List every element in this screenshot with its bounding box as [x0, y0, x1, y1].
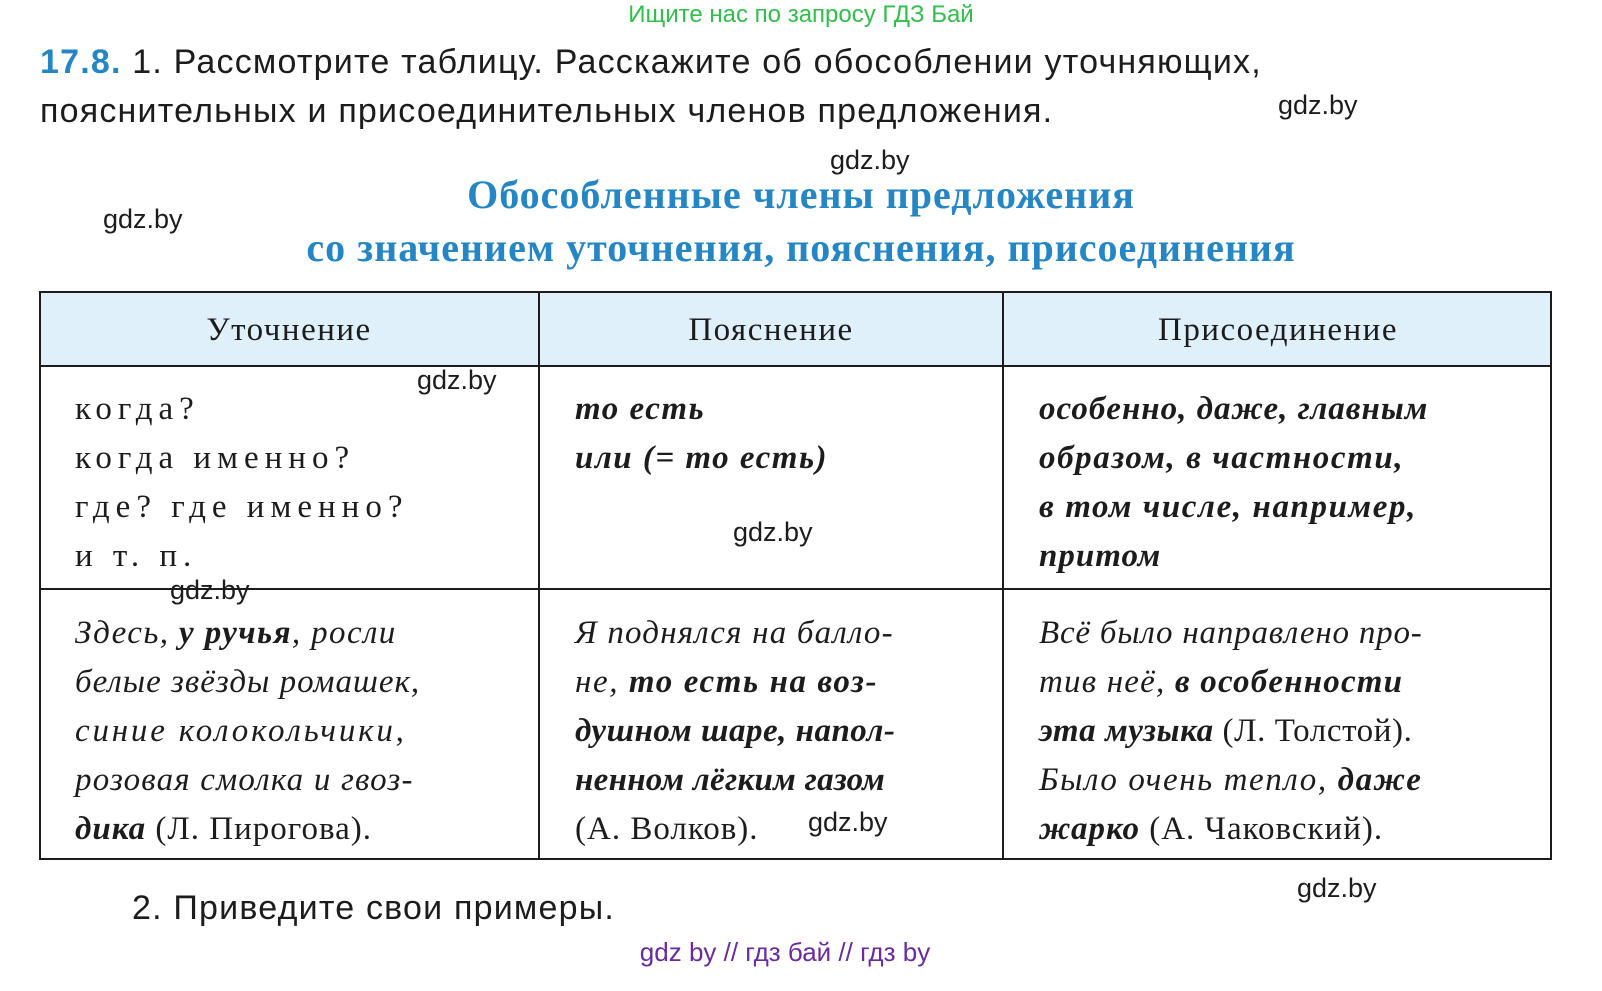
- example-source: (А. Волков).: [575, 811, 759, 847]
- example-highlight: у ручья: [179, 615, 292, 651]
- connector-word: образом, в частности,: [1039, 440, 1405, 476]
- example-text: тив неё,: [1039, 664, 1175, 700]
- example-source: (Л. Пирогова).: [146, 811, 372, 847]
- example-line: [1039, 662, 1403, 702]
- example-highlight: эта музыка: [1039, 713, 1214, 749]
- example-highlight: в особенности: [1174, 664, 1404, 700]
- watermark: gdz.by: [808, 807, 888, 837]
- column-header-clarification: Уточнение: [206, 312, 372, 348]
- task-number: 17.8.: [40, 43, 122, 81]
- example-line: [1039, 760, 1423, 800]
- table-heading-2: со значением уточнения, пояснения, присоединения: [306, 225, 1296, 270]
- row-divider: [39, 365, 1552, 367]
- task-text-1: 1. Рассмотрите таблицу. Расскажите об обособлении уточняющих,: [121, 43, 1262, 81]
- example-line: Я поднялся на балло-: [575, 615, 894, 651]
- task-2: 2. Приведите свои примеры.: [132, 889, 615, 927]
- column-divider: [538, 291, 540, 860]
- task-line-1: [40, 42, 1262, 82]
- connector-word: в том числе, например,: [1039, 489, 1417, 525]
- example-source: (Л. Толстой).: [1213, 713, 1413, 749]
- question-word: где? где именно?: [75, 489, 409, 525]
- example-line: розовая смолка и гвоз-: [75, 762, 414, 798]
- connector-word: то есть: [575, 391, 706, 427]
- watermark: gdz.by: [103, 204, 183, 234]
- example-text: Здесь,: [75, 615, 180, 651]
- example-line: [1039, 711, 1412, 751]
- example-line: синие колокольчики,: [75, 713, 407, 749]
- example-source: (А. Чаковский).: [1139, 811, 1384, 847]
- example-line: [75, 809, 372, 849]
- example-highlight: жарко: [1039, 811, 1140, 847]
- example-line: [75, 613, 397, 653]
- footer-links: gdz by // гдз бай // гдз by: [639, 937, 931, 967]
- example-highlight: дика: [75, 811, 147, 847]
- top-banner: Ищите нас по запросу ГДЗ Бай: [628, 1, 974, 28]
- example-line: [1039, 809, 1383, 849]
- connector-word: или (= то есть): [575, 440, 829, 476]
- watermark: gdz.by: [1297, 873, 1377, 903]
- task-line-2: пояснительных и присоединительных членов предложения.: [40, 92, 1054, 130]
- example-line: душном шаре, напол-: [575, 713, 896, 749]
- table-heading-1: Обособленные члены предложения: [467, 172, 1135, 217]
- connector-word: притом: [1039, 538, 1162, 574]
- watermark: gdz.by: [1278, 90, 1358, 120]
- column-divider: [1002, 291, 1004, 860]
- question-word: и т. п.: [75, 538, 198, 574]
- example-highlight: то есть на воз-: [628, 664, 879, 700]
- column-header-explanation: Пояснение: [688, 312, 854, 348]
- example-line: [575, 662, 878, 702]
- example-line: белые звёзды ромашек,: [75, 664, 421, 700]
- connector-word: особенно, даже, главным: [1039, 391, 1429, 427]
- row-divider: [39, 588, 1552, 590]
- watermark: gdz.by: [170, 575, 250, 605]
- example-highlight: даже: [1337, 762, 1423, 798]
- example-text: Было очень тепло,: [1039, 762, 1338, 798]
- column-header-addition: Присоединение: [1158, 312, 1398, 348]
- question-word: когда именно?: [75, 440, 356, 476]
- example-text: , росли: [291, 615, 397, 651]
- watermark: gdz.by: [733, 517, 813, 547]
- example-line: Всё было направлено про-: [1039, 615, 1423, 651]
- example-line: ненном лёгким газом: [575, 762, 886, 798]
- question-word: когда?: [75, 391, 200, 427]
- watermark: gdz.by: [417, 365, 497, 395]
- example-text: не,: [575, 664, 629, 700]
- watermark: gdz.by: [830, 145, 910, 175]
